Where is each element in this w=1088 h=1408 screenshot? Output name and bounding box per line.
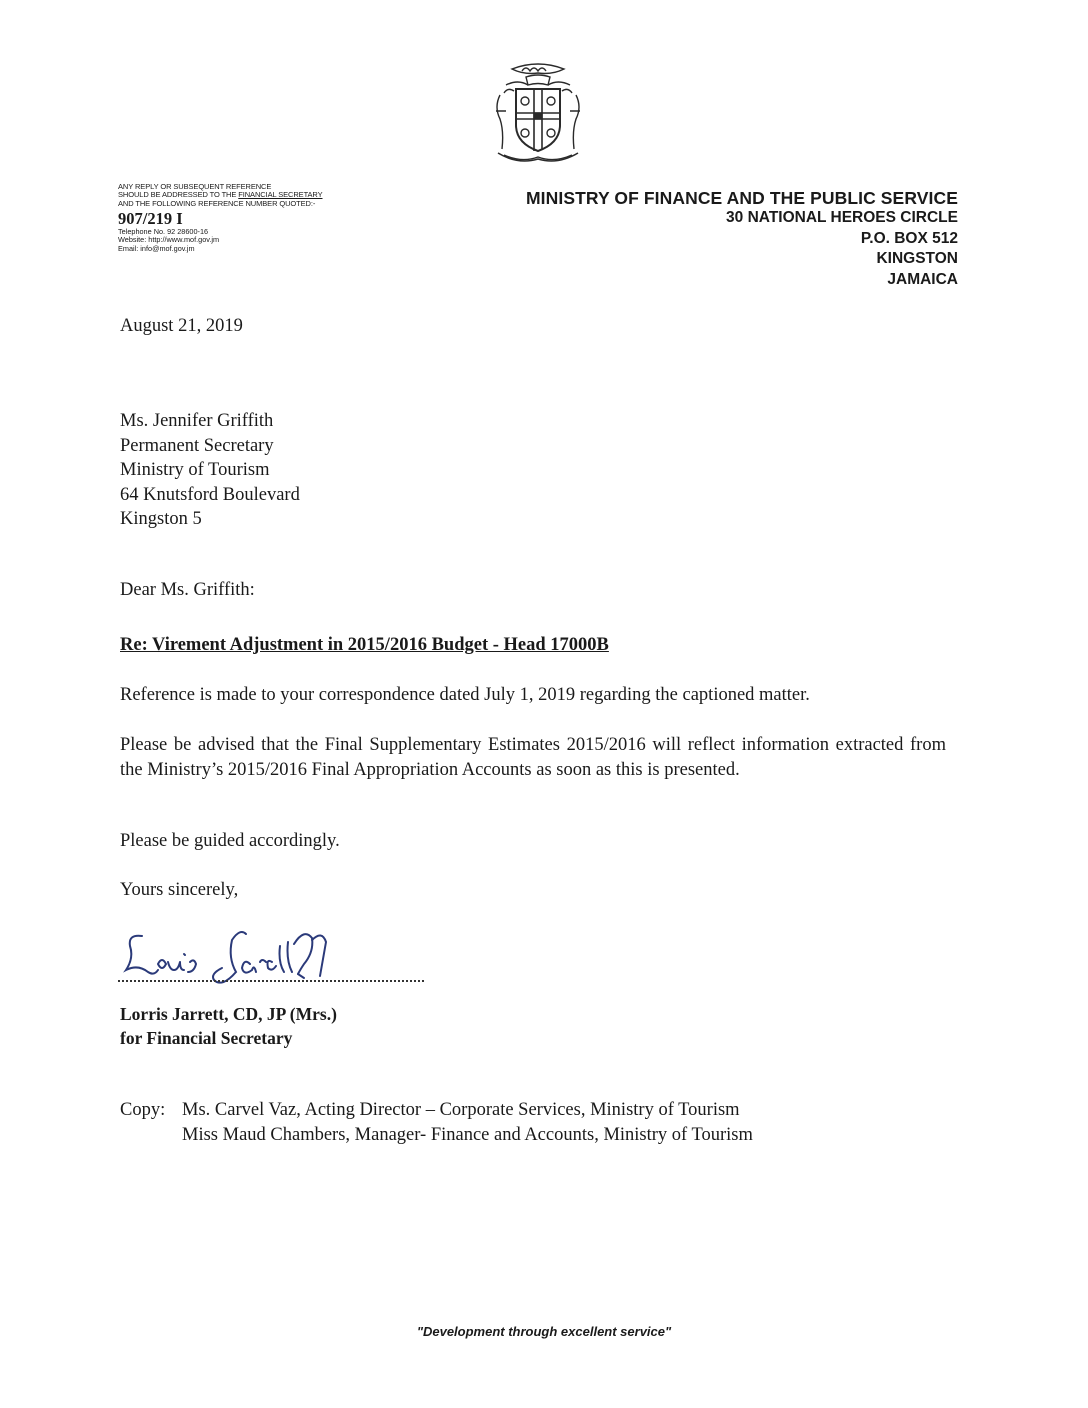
copy-label: Copy: (120, 1100, 166, 1120)
coat-of-arms-icon (482, 55, 594, 167)
reference-addressee: FINANCIAL SECRETARY (238, 190, 323, 200)
handwritten-signature (118, 918, 368, 988)
copy-list (120, 1098, 753, 1147)
website: Website: http://www.mof.gov.jm (118, 235, 220, 245)
reference-instruction-line: AND THE FOLLOWING REFERENCE NUMBER QUOTED:- (118, 198, 316, 208)
body-paragraph: Please be advised that the Final Supplementary Estimates 2015/2016 will reflect information extracted from the Ministry’s 2015/2016 Final Appropriation Accounts as soon as this is presented. (120, 735, 946, 780)
email: Email: info@mof.gov.jm (118, 244, 195, 254)
closing: Yours sincerely, (120, 880, 239, 900)
salutation: Dear Ms. Griffith: (120, 580, 255, 600)
copy-indent (120, 1123, 182, 1148)
body-paragraph: Please be guided accordingly. (120, 831, 340, 851)
copy-row (120, 1123, 753, 1148)
signatory-block (120, 1002, 337, 1050)
recipient-line: 64 Knutsford Boulevard (120, 484, 300, 505)
recipient-line: Ministry of Tourism (120, 460, 270, 480)
copy-recipient: Miss Maud Chambers, Manager- Finance and Accounts, Ministry of Tourism (182, 1124, 753, 1145)
address-line: KINGSTON (876, 250, 958, 267)
recipient-line: Ms. Jennifer Griffith (120, 411, 274, 431)
reference-instruction-line: ANY REPLY OR SUBSEQUENT REFERENCE (118, 182, 272, 191)
reference-number: 907/219 I (118, 208, 183, 228)
body-paragraph: Reference is made to your correspondence dated July 1, 2019 regarding the captioned matter. (120, 685, 810, 705)
reference-instruction-text: SHOULD BE ADDRESSED TO THE (118, 190, 239, 200)
copy-row (120, 1098, 753, 1123)
copy-recipient: Ms. Carvel Vaz, Acting Director – Corporate Services, Ministry of Tourism (182, 1100, 740, 1120)
telephone: Telephone No. 92 28600-16 (118, 226, 209, 236)
address-line: 30 NATIONAL HEROES CIRCLE (726, 209, 958, 226)
recipient-line: Kingston 5 (120, 509, 202, 529)
signatory-name: Lorris Jarrett, CD, JP (Mrs.) (120, 1004, 337, 1024)
ministry-name: MINISTRY OF FINANCE AND THE PUBLIC SERVICE (525, 188, 958, 208)
footer-slogan: "Development through excellent service" (416, 1324, 672, 1339)
signature-line (118, 980, 424, 982)
signatory-title: for Financial Secretary (120, 1028, 293, 1048)
reference-block (118, 183, 378, 254)
recipient-line: Permanent Secretary (120, 435, 274, 456)
subject-line: Re: Virement Adjustment in 2015/2016 Budget - Head 17000B (120, 635, 609, 655)
address-line: JAMAICA (887, 270, 958, 288)
address-line: P.O. BOX 512 (860, 229, 958, 247)
recipient-address (120, 409, 300, 532)
ministry-address-block (440, 188, 958, 290)
letter-date: August 21, 2019 (120, 316, 243, 336)
